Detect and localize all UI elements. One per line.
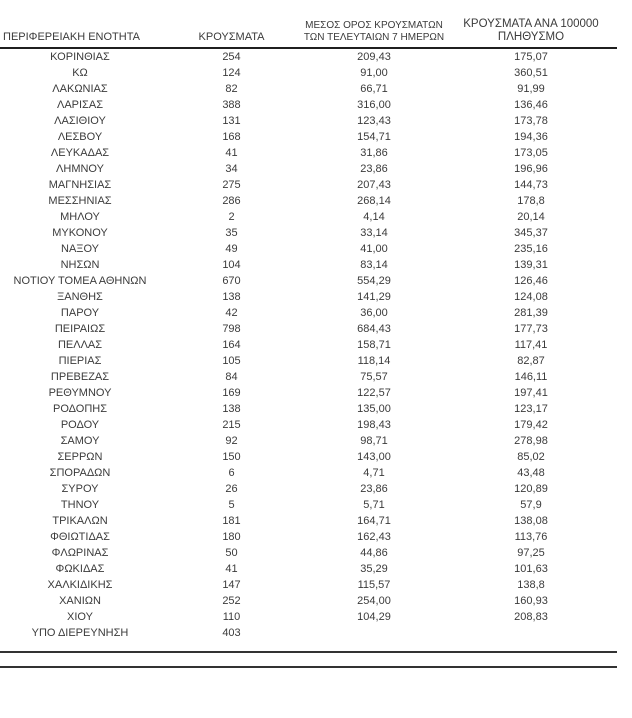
per100k-cell: 123,17 <box>514 403 548 415</box>
column-header-region <box>0 18 160 48</box>
region-name-cell: ΣΥΡΟΥ <box>61 483 99 495</box>
avg7-cell: 162,43 <box>357 531 391 543</box>
table-row <box>0 385 617 401</box>
per100k-cell: 97,25 <box>517 547 545 559</box>
table-row <box>0 497 617 513</box>
per100k-cell: 173,78 <box>514 115 548 127</box>
region-name-cell: ΛΑΚΩΝΙΑΣ <box>52 83 108 95</box>
cases-cell: 2 <box>228 211 235 223</box>
cases-cell: 105 <box>222 355 241 367</box>
table-row <box>0 81 617 97</box>
per100k-cell: 194,36 <box>514 131 548 143</box>
cases-cell: 215 <box>222 419 241 431</box>
per100k-cell: 138,8 <box>517 579 545 591</box>
column-header-per100k-line1: ΚΡΟΥΣΜΑΤΑ ΑΝΑ 100000 <box>463 18 599 30</box>
per100k-cell: 120,89 <box>514 483 548 495</box>
per100k-cell: 177,73 <box>514 323 548 335</box>
table-row <box>0 321 617 337</box>
table-row <box>0 577 617 593</box>
region-name-cell: ΝΟΤΙΟΥ ΤΟΜΕΑ ΑΘΗΝΩΝ <box>13 275 147 287</box>
per100k-cell <box>445 625 617 641</box>
avg7-cell: 44,86 <box>360 547 388 559</box>
table-row <box>0 305 617 321</box>
table-row <box>0 257 617 273</box>
avg7-cell: 316,00 <box>357 99 391 111</box>
avg7-cell: 33,14 <box>360 227 388 239</box>
avg7-cell: 4,71 <box>363 467 385 479</box>
avg7-cell: 164,71 <box>357 515 391 527</box>
table-row <box>0 449 617 465</box>
per100k-cell: 146,11 <box>514 371 548 383</box>
per100k-cell: 101,63 <box>514 563 548 575</box>
avg7-cell: 83,14 <box>360 259 388 271</box>
cases-cell: 254 <box>222 51 241 63</box>
cases-cell: 26 <box>225 483 238 495</box>
region-name-cell: ΛΕΥΚΑΔΑΣ <box>50 147 110 159</box>
region-name-cell: ΜΑΓΝΗΣΙΑΣ <box>48 179 112 191</box>
column-header-per100k-line2: ΠΛΗΘΥΣΜΟ <box>497 31 565 43</box>
per100k-cell: 85,02 <box>517 451 545 463</box>
region-name-cell: ΡΟΔΟΠΗΣ <box>52 403 108 415</box>
column-header-avg7-line1: ΜΕΣΟΣ ΟΡΟΣ ΚΡΟΥΣΜΑΤΩΝ <box>305 20 443 31</box>
table-header <box>0 18 617 48</box>
region-name-cell: ΦΛΩΡΙΝΑΣ <box>51 547 109 559</box>
column-header-avg7-line2: ΤΩΝ ΤΕΛΕΥΤΑΙΩΝ 7 ΗΜΕΡΩΝ <box>303 32 445 43</box>
avg7-cell: 122,57 <box>357 387 391 399</box>
table-row <box>0 241 617 257</box>
region-name-cell: ΜΕΣΣΗΝΙΑΣ <box>48 195 112 207</box>
per100k-cell: 136,46 <box>514 99 548 111</box>
cases-cell: 670 <box>222 275 241 287</box>
avg7-cell: 104,29 <box>357 611 391 623</box>
avg7-cell: 268,14 <box>357 195 391 207</box>
avg7-cell: 198,43 <box>357 419 391 431</box>
table-row <box>0 289 617 305</box>
table-row <box>0 193 617 209</box>
cases-cell: 6 <box>228 467 235 479</box>
cases-cell: 388 <box>222 99 241 111</box>
avg7-cell: 23,86 <box>360 483 388 495</box>
per100k-cell: 20,14 <box>517 211 545 223</box>
table-row <box>0 145 617 161</box>
table-row <box>0 529 617 545</box>
avg7-cell: 41,00 <box>360 243 388 255</box>
avg7-cell: 115,57 <box>357 579 391 591</box>
table-row <box>0 209 617 225</box>
table-body <box>0 48 617 641</box>
header-row <box>0 18 617 48</box>
table-row <box>0 129 617 145</box>
table-row <box>0 561 617 577</box>
table-row <box>0 48 617 65</box>
region-name-cell: ΦΩΚΙΔΑΣ <box>55 563 105 575</box>
per100k-cell: 43,48 <box>517 467 545 479</box>
region-name-cell: ΤΡΙΚΑΛΩΝ <box>52 515 108 527</box>
region-name-cell: ΠΙΕΡΙΑΣ <box>58 355 102 367</box>
bottom-rule-lower <box>0 666 617 668</box>
region-name-cell: ΧΑΛΚΙΔΙΚΗΣ <box>47 579 113 591</box>
cases-cell: 34 <box>225 163 238 175</box>
avg7-cell: 91,00 <box>360 67 388 79</box>
per100k-cell: 91,99 <box>517 83 545 95</box>
per100k-cell: 117,41 <box>514 339 548 351</box>
table-row <box>0 177 617 193</box>
table-row <box>0 401 617 417</box>
region-name-cell: ΦΘΙΩΤΙΔΑΣ <box>50 531 110 543</box>
avg7-cell: 158,71 <box>357 339 391 351</box>
per100k-cell: 175,07 <box>514 51 548 63</box>
region-name-cell: ΜΥΚΟΝΟΥ <box>52 227 108 239</box>
per100k-cell: 138,08 <box>514 515 548 527</box>
cases-cell: 131 <box>222 115 241 127</box>
avg7-cell: 75,57 <box>360 371 388 383</box>
avg7-cell: 35,29 <box>360 563 388 575</box>
region-name-cell: ΞΑΝΘΗΣ <box>57 291 103 303</box>
avg7-cell: 123,43 <box>357 115 391 127</box>
per100k-cell: 124,08 <box>514 291 548 303</box>
table-row <box>0 273 617 289</box>
region-name-cell: ΛΕΣΒΟΥ <box>57 131 103 143</box>
avg7-cell: 118,14 <box>357 355 391 367</box>
cases-by-regional-unit-table <box>0 18 617 641</box>
region-name-cell: ΠΕΛΛΑΣ <box>57 339 103 351</box>
avg7-cell: 254,00 <box>357 595 391 607</box>
cases-cell: 252 <box>222 595 241 607</box>
cases-cell: 286 <box>222 195 241 207</box>
per100k-cell: 179,42 <box>514 419 548 431</box>
cases-cell: 49 <box>225 243 238 255</box>
cases-cell: 42 <box>225 307 238 319</box>
cases-cell: 124 <box>222 67 241 79</box>
per100k-cell: 208,83 <box>514 611 548 623</box>
cases-cell: 92 <box>225 435 238 447</box>
table-row <box>0 433 617 449</box>
avg7-cell: 209,43 <box>357 51 391 63</box>
region-name-cell: ΚΟΡΙΝΘΙΑΣ <box>50 51 110 63</box>
column-header-cases <box>160 18 303 48</box>
avg7-cell <box>303 625 445 641</box>
cases-cell: 50 <box>225 547 238 559</box>
region-name-cell: ΝΑΞΟΥ <box>61 243 99 255</box>
cases-cell: 180 <box>222 531 241 543</box>
region-name-cell: ΝΗΣΩΝ <box>60 259 100 271</box>
cases-cell: 104 <box>222 259 241 271</box>
cases-cell: 41 <box>225 563 238 575</box>
region-name-cell: ΣΑΜΟΥ <box>60 435 100 447</box>
per100k-cell: 126,46 <box>514 275 548 287</box>
per100k-cell: 139,31 <box>514 259 548 271</box>
per100k-cell: 178,8 <box>517 195 545 207</box>
per100k-cell: 360,51 <box>514 67 548 79</box>
avg7-cell: 5,71 <box>363 499 385 511</box>
per100k-cell: 160,93 <box>514 595 548 607</box>
avg7-cell: 207,43 <box>357 179 391 191</box>
avg7-cell: 154,71 <box>357 131 391 143</box>
region-name-cell: ΡΕΘΥΜΝΟΥ <box>48 387 112 399</box>
cases-cell: 84 <box>225 371 238 383</box>
region-name-cell: ΠΕΙΡΑΙΩΣ <box>54 323 106 335</box>
per100k-cell: 281,39 <box>514 307 548 319</box>
table-row <box>0 353 617 369</box>
cases-cell: 41 <box>225 147 238 159</box>
column-header-avg7 <box>303 18 445 48</box>
table-row <box>0 161 617 177</box>
table-row <box>0 513 617 529</box>
region-name-cell: ΛΑΡΙΣΑΣ <box>56 99 103 111</box>
avg7-cell: 23,86 <box>360 163 388 175</box>
table-row <box>0 369 617 385</box>
cases-cell: 275 <box>222 179 241 191</box>
cases-cell: 181 <box>222 515 241 527</box>
table-row <box>0 417 617 433</box>
table-row <box>0 225 617 241</box>
avg7-cell: 31,86 <box>360 147 388 159</box>
per100k-cell: 173,05 <box>514 147 548 159</box>
cases-cell: 147 <box>222 579 241 591</box>
region-name-cell: ΛΗΜΝΟΥ <box>56 163 104 175</box>
region-name-cell: ΣΠΟΡΑΔΩΝ <box>49 467 111 479</box>
avg7-cell: 143,00 <box>357 451 391 463</box>
avg7-cell: 36,00 <box>360 307 388 319</box>
table-row <box>0 113 617 129</box>
column-header-region-label: ΠΕΡΙΦΕΡΕΙΑΚΗ ΕΝΟΤΗΤΑ <box>3 31 140 43</box>
table-row <box>0 465 617 481</box>
cases-cell: 798 <box>222 323 241 335</box>
cases-cell: 138 <box>222 403 241 415</box>
cases-cell: 150 <box>222 451 241 463</box>
cases-cell: 5 <box>228 499 235 511</box>
per100k-cell: 278,98 <box>514 435 548 447</box>
region-name-cell: ΜΗΛΟΥ <box>60 211 100 223</box>
per100k-cell: 113,76 <box>514 531 548 543</box>
table-row <box>0 481 617 497</box>
per100k-cell: 196,96 <box>514 163 548 175</box>
table-row <box>0 97 617 113</box>
cases-cell: 168 <box>222 131 241 143</box>
table-row <box>0 609 617 625</box>
table-row <box>0 593 617 609</box>
cases-cell: 35 <box>225 227 238 239</box>
table-row <box>0 65 617 81</box>
cases-cell: 169 <box>222 387 241 399</box>
region-name-cell: ΠΑΡΟΥ <box>60 307 100 319</box>
region-name-cell: ΣΕΡΡΩΝ <box>57 451 103 463</box>
cases-cell: 82 <box>225 83 238 95</box>
avg7-cell: 98,71 <box>360 435 388 447</box>
avg7-cell: 141,29 <box>357 291 391 303</box>
cases-cell: 110 <box>222 611 241 623</box>
avg7-cell: 4,14 <box>363 211 385 223</box>
column-header-per100k <box>445 18 617 48</box>
per100k-cell: 197,41 <box>514 387 548 399</box>
region-name-cell: ΡΟΔΟΥ <box>60 419 100 431</box>
region-name-cell: ΤΗΝΟΥ <box>60 499 100 511</box>
avg7-cell: 135,00 <box>357 403 391 415</box>
cases-cell: 138 <box>222 291 241 303</box>
region-name-cell: ΧΑΝΙΩΝ <box>59 595 101 607</box>
cases-cell: 164 <box>222 339 241 351</box>
avg7-cell: 684,43 <box>357 323 391 335</box>
region-name-cell: ΧΙΟΥ <box>67 611 93 623</box>
column-header-cases-label: ΚΡΟΥΣΜΑΤΑ <box>198 31 265 43</box>
region-name-cell: ΠΡΕΒΕΖΑΣ <box>50 371 110 383</box>
region-name-cell: ΚΩ <box>72 67 88 79</box>
per100k-cell: 345,37 <box>514 227 548 239</box>
cases-cell: 403 <box>222 627 241 639</box>
per100k-cell: 57,9 <box>520 499 542 511</box>
table-row <box>0 625 617 641</box>
table-row <box>0 337 617 353</box>
per100k-cell: 82,87 <box>517 355 545 367</box>
avg7-cell: 66,71 <box>360 83 388 95</box>
per100k-cell: 144,73 <box>514 179 548 191</box>
bottom-rule-upper <box>0 651 617 653</box>
table-row <box>0 545 617 561</box>
region-name-cell: ΥΠΟ ΔΙΕΡΕΥΝΗΣΗ <box>31 627 129 639</box>
region-name-cell: ΛΑΣΙΘΙΟΥ <box>54 115 106 127</box>
avg7-cell: 554,29 <box>357 275 391 287</box>
per100k-cell: 235,16 <box>514 243 548 255</box>
